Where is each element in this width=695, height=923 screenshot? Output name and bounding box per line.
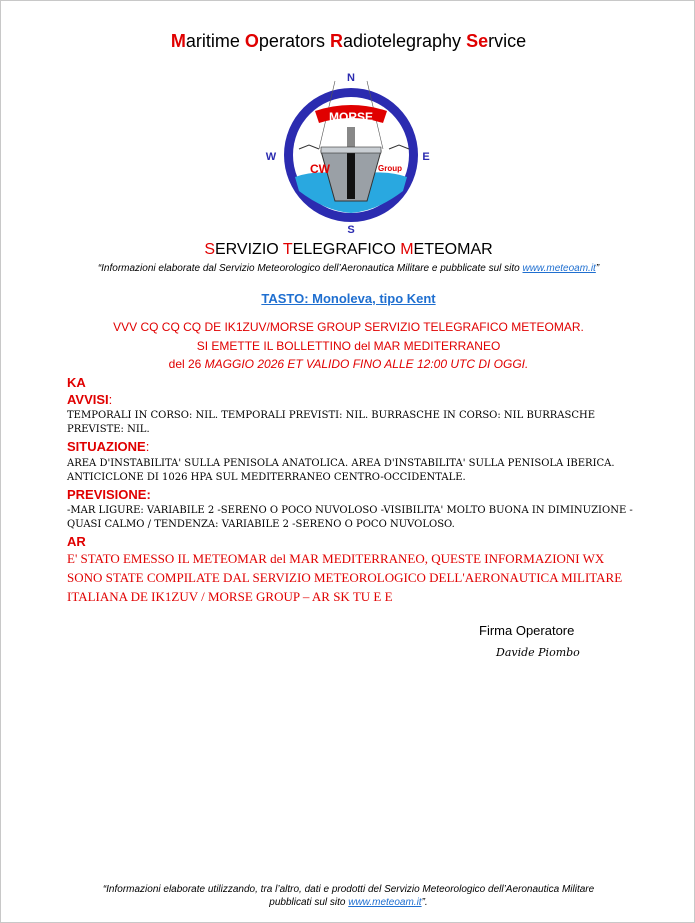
bulletin-header-line-2: SI EMETTE IL BOLLETTINO del MAR MEDITERRANEO bbox=[196, 339, 501, 353]
morse-group-logo bbox=[257, 69, 447, 237]
document-title: Maritime Operators Radiotelegraphy Service bbox=[170, 31, 527, 51]
compass-south-label: S bbox=[347, 224, 355, 236]
compass-west-label: W bbox=[265, 151, 277, 163]
bulletin-header-line-3: del 26 MAGGIO 2026 ET VALIDO FINO ALLE 12:00 UTC DI OGGI. bbox=[168, 357, 529, 371]
cw-label: CW bbox=[310, 162, 330, 176]
footer-meteoam-link[interactable]: www.meteoam.it bbox=[348, 897, 422, 908]
compass-north-label: N bbox=[347, 72, 355, 84]
meteoam-link[interactable]: www.meteoam.it bbox=[522, 263, 596, 274]
page-footer: “Informazioni elaborate utilizzando, tra l’altro, dati e prodotti del Servizio Meteorologico dell’Aeronautica Militare pubblicati sul sito www.meteoam.it”. bbox=[102, 884, 595, 908]
avvisi-text: TEMPORALI IN CORSO: NIL. TEMPORALI PREVISTI: NIL. BURRASCHE IN CORSO: NIL BURRASCHE PREVISTE: NIL. bbox=[67, 410, 596, 435]
group-label: Group bbox=[378, 164, 402, 173]
tasto-heading: TASTO: Monoleva, tipo Kent bbox=[261, 291, 436, 306]
bulletin-header-line-1: VVV CQ CQ CQ DE IK1ZUV/MORSE GROUP SERVIZIO TELEGRAFICO METEOMAR. bbox=[113, 320, 584, 334]
avvisi-heading: AVVISI: bbox=[67, 392, 113, 407]
service-title: SERVIZIO TELEGRAFICO METEOMAR bbox=[204, 241, 493, 258]
ship-deck bbox=[321, 147, 381, 153]
morse-banner-text: MORSE bbox=[328, 110, 374, 124]
previsione-text: -MAR LIGURE: VARIABILE 2 -SERENO O POCO NUVOLOSO -VISIBILITA' MOLTO BUONA IN DIMINUZIONE - QUASI CALMO / TENDENZA: VARIABILE 2 -SERENO O POCO NUVOLOSO. bbox=[67, 505, 633, 530]
ship-bow bbox=[347, 151, 355, 199]
ar-text: E' STATO EMESSO IL METEOMAR del MAR MEDITERRANEO, QUESTE INFORMAZIONI WX SONO STATE COMPILATE DAL SERVIZIO METEOROLOGICO DELL'AERONAUTICA MILITARE ITALIANA DE IK1ZUV / MORSE GROUP – AR SK TU E E bbox=[67, 551, 623, 604]
compass-east-label: E bbox=[422, 151, 430, 163]
ar-heading: AR bbox=[67, 534, 86, 549]
situazione-heading: SITUAZIONE: bbox=[67, 439, 150, 454]
ship-funnel bbox=[347, 127, 355, 147]
operator-signature: Davide Piombo bbox=[496, 646, 580, 659]
firma-operatore-label: Firma Operatore bbox=[479, 623, 575, 638]
ka-label: KA bbox=[67, 375, 86, 390]
previsione-heading: PREVISIONE: bbox=[67, 487, 151, 502]
source-note: “Informazioni elaborate dal Servizio Meteorologico dell’Aeronautica Militare e pubblicate sul sito www.meteoam.it” bbox=[97, 263, 600, 274]
situazione-text: AREA D'INSTABILITA' SULLA PENISOLA ANATOLICA. AREA D'INSTABILITA' SULLA PENISOLA IBERICA. ANTICICLONE DI 1026 HPA SUL MEDITERRANEO CENTRO-OCCIDENTALE. bbox=[67, 458, 615, 483]
